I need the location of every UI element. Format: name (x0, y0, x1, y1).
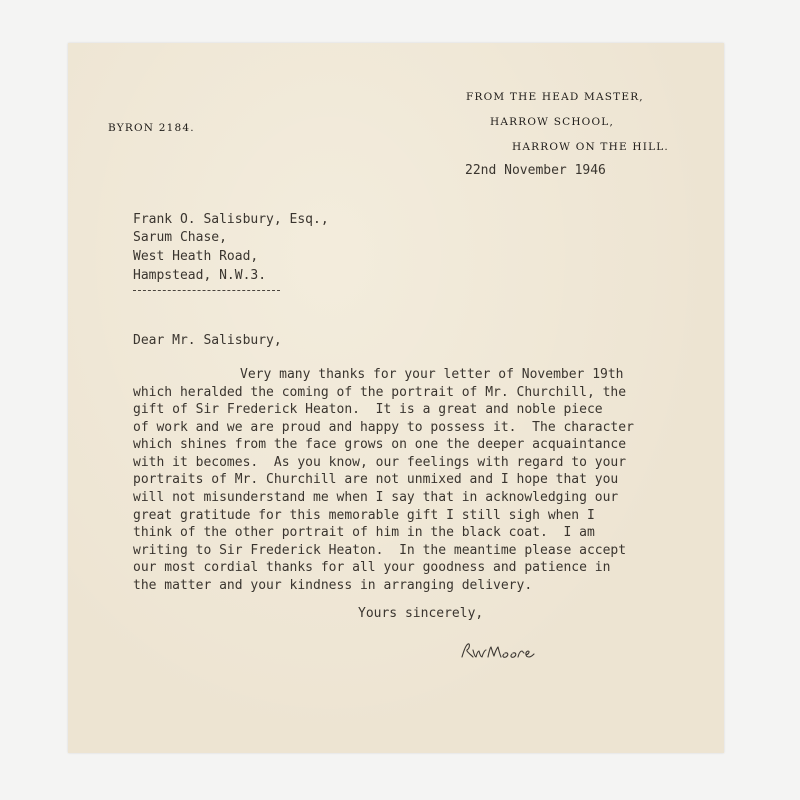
body-line: which heralded the coming of the portrait of Mr. Churchill, the (133, 385, 627, 400)
body-line: gift of Sir Frederick Heaton. It is a great and noble piece (133, 402, 603, 417)
recipient-address-line: Hampstead, N.W.3. (133, 268, 267, 283)
body-line: with it becomes. As you know, our feelings with regard to your (133, 455, 627, 470)
letterhead-place: HARROW ON THE HILL. (512, 141, 669, 153)
body-line: the matter and your kindness in arranging delivery. (133, 578, 533, 593)
closing: Yours sincerely, (358, 606, 484, 621)
address-underline (133, 290, 280, 291)
recipient-address-line: Sarum Chase, (133, 230, 227, 245)
body-line: Very many thanks for your letter of November 19th (240, 367, 624, 382)
body-line: of work and we are proud and happy to possess it. The character (133, 420, 634, 435)
body-line: portraits of Mr. Churchill are not unmixed and I hope that you (133, 472, 619, 487)
body-line: which shines from the face grows on one the deeper acquaintance (133, 437, 627, 452)
letterhead-from: FROM THE HEAD MASTER, (466, 91, 644, 103)
telephone-number: BYRON 2184. (108, 122, 195, 134)
handwritten-signature (458, 640, 558, 664)
recipient-name: Frank O. Salisbury, Esq., (133, 212, 329, 227)
body-line: think of the other portrait of him in the black coat. I am (133, 525, 595, 540)
body-line: writing to Sir Frederick Heaton. In the meantime please accept (133, 543, 627, 558)
body-line: will not misunderstand me when I say that in acknowledging our (133, 490, 619, 505)
letterhead-school: HARROW SCHOOL, (490, 116, 614, 128)
body-line: great gratitude for this memorable gift I still sigh when I (133, 508, 595, 523)
recipient-address-line: West Heath Road, (133, 249, 259, 264)
letter-date: 22nd November 1946 (465, 163, 606, 178)
body-line: our most cordial thanks for all your goodness and patience in (133, 560, 611, 575)
salutation: Dear Mr. Salisbury, (133, 333, 282, 348)
